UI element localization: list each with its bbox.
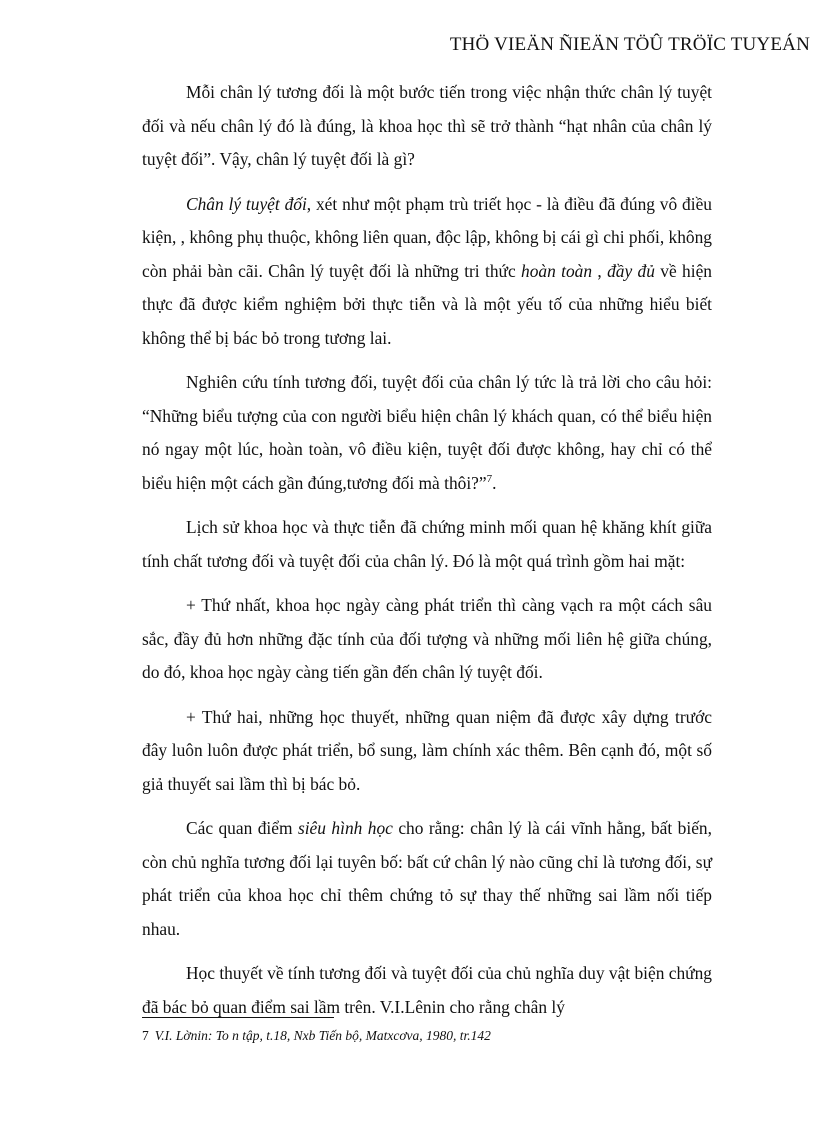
paragraph-2 [142, 188, 712, 356]
document-body [142, 76, 712, 1035]
paragraph-3-text: Nghiên cứu tính tương đối, tuyệt đối của chân lý tức là trả lời cho câu hỏi: “Những biểu tượng của con người biểu hiện chân lý khách quan, có thể biểu hiện nó ngay một lúc, hoàn toàn, vô điều kiện, tuyệt đối được không, hay chỉ có thể biểu hiện một cách gần đúng,tương đối mà thôi?” [142, 372, 712, 493]
paragraph-7-text-2: cho rằng: chân lý là cái vĩnh hằng, bất biến, còn chủ nghĩa tương đối lại tuyên bố: bất cứ chân lý nào cũng chỉ là tương đối, sự phát triển của khoa học chỉ thêm chứng tỏ sự thay thế những sai lầm nối tiếp nhau. [142, 818, 712, 939]
paragraph-5: + Thứ nhất, khoa học ngày càng phát triển thì càng vạch ra một cách sâu sắc, đầy đủ hơn những đặc tính của đối tượng và những mối liên hệ giữa chúng, do đó, khoa học ngày càng tiến gần đến chân lý tuyệt đối. [142, 595, 712, 682]
paragraph-1: Mỗi chân lý tương đối là một bước tiến trong việc nhận thức chân lý tuyệt đối và nếu chân lý đó là đúng, là khoa học thì sẽ trở thành “hạt nhân của chân lý tuyệt đối”. Vậy, chân lý tuyệt đối là gì? [142, 82, 712, 169]
emphasis-complete: hoàn toàn [521, 260, 593, 281]
paragraph-8: Học thuyết về tính tương đối và tuyệt đối của chủ nghĩa duy vật biện chứng đã bác bỏ quan điểm sai lầm trên. V.I.Lênin cho rằng chân lý [142, 963, 712, 1017]
paragraph-3-end: . [492, 472, 497, 493]
paragraph-7 [142, 812, 712, 946]
paragraph-7-text-1: Các quan điểm [186, 818, 298, 838]
term-metaphysics: siêu hình học [297, 818, 393, 838]
paragraph-4: Lịch sử khoa học và thực tiễn đã chứng minh mối quan hệ khăng khít giữa tính chất tương đối và tuyệt đối của chân lý. Đó là một quá trình gồm hai mặt: [142, 517, 712, 571]
footnote-number: 7 [142, 1028, 149, 1043]
paragraph-2-text-3: về hiện thực đã được kiểm nghiệm bởi thực tiễn và là một yếu tố của những hiểu biết không thể bị bác bỏ trong tương lai. [142, 260, 712, 348]
paragraph-6: + Thứ hai, những học thuyết, những quan niệm đã được xây dựng trước đây luôn luôn được phát triển, bổ sung, làm chính xác thêm. Bên cạnh đó, một số giả thuyết sai lầm thì bị bác bỏ. [142, 706, 712, 794]
footnote-text: V.I. Lờnin: To n tập, t.18, Nxb Tiến bộ, Matxcơva, 1980, tr.142 [154, 1028, 491, 1043]
paragraph-3 [142, 366, 712, 500]
paragraph-2-text-2: , [592, 260, 608, 281]
footnote-reference[interactable]: 7 [486, 472, 493, 485]
term-absolute-truth: Chân lý tuyệt đối [186, 193, 307, 214]
paragraph-2-text-1: , xét như một phạm trù triết học - là điều đã đúng vô điều kiện, , không phụ thuộc, không liên quan, độc lập, không bị cái gì chi phối, không còn phải bàn cãi. Chân lý tuyệt đối là những tri thức [142, 193, 712, 281]
footnote [142, 1028, 491, 1044]
footnote-divider [142, 1017, 334, 1018]
emphasis-full: đầy đủ [607, 260, 655, 281]
page-header: THÖ VIEÄN ÑIEÄN TÖÛ TRÖÏC TUYEÁN [449, 34, 810, 55]
